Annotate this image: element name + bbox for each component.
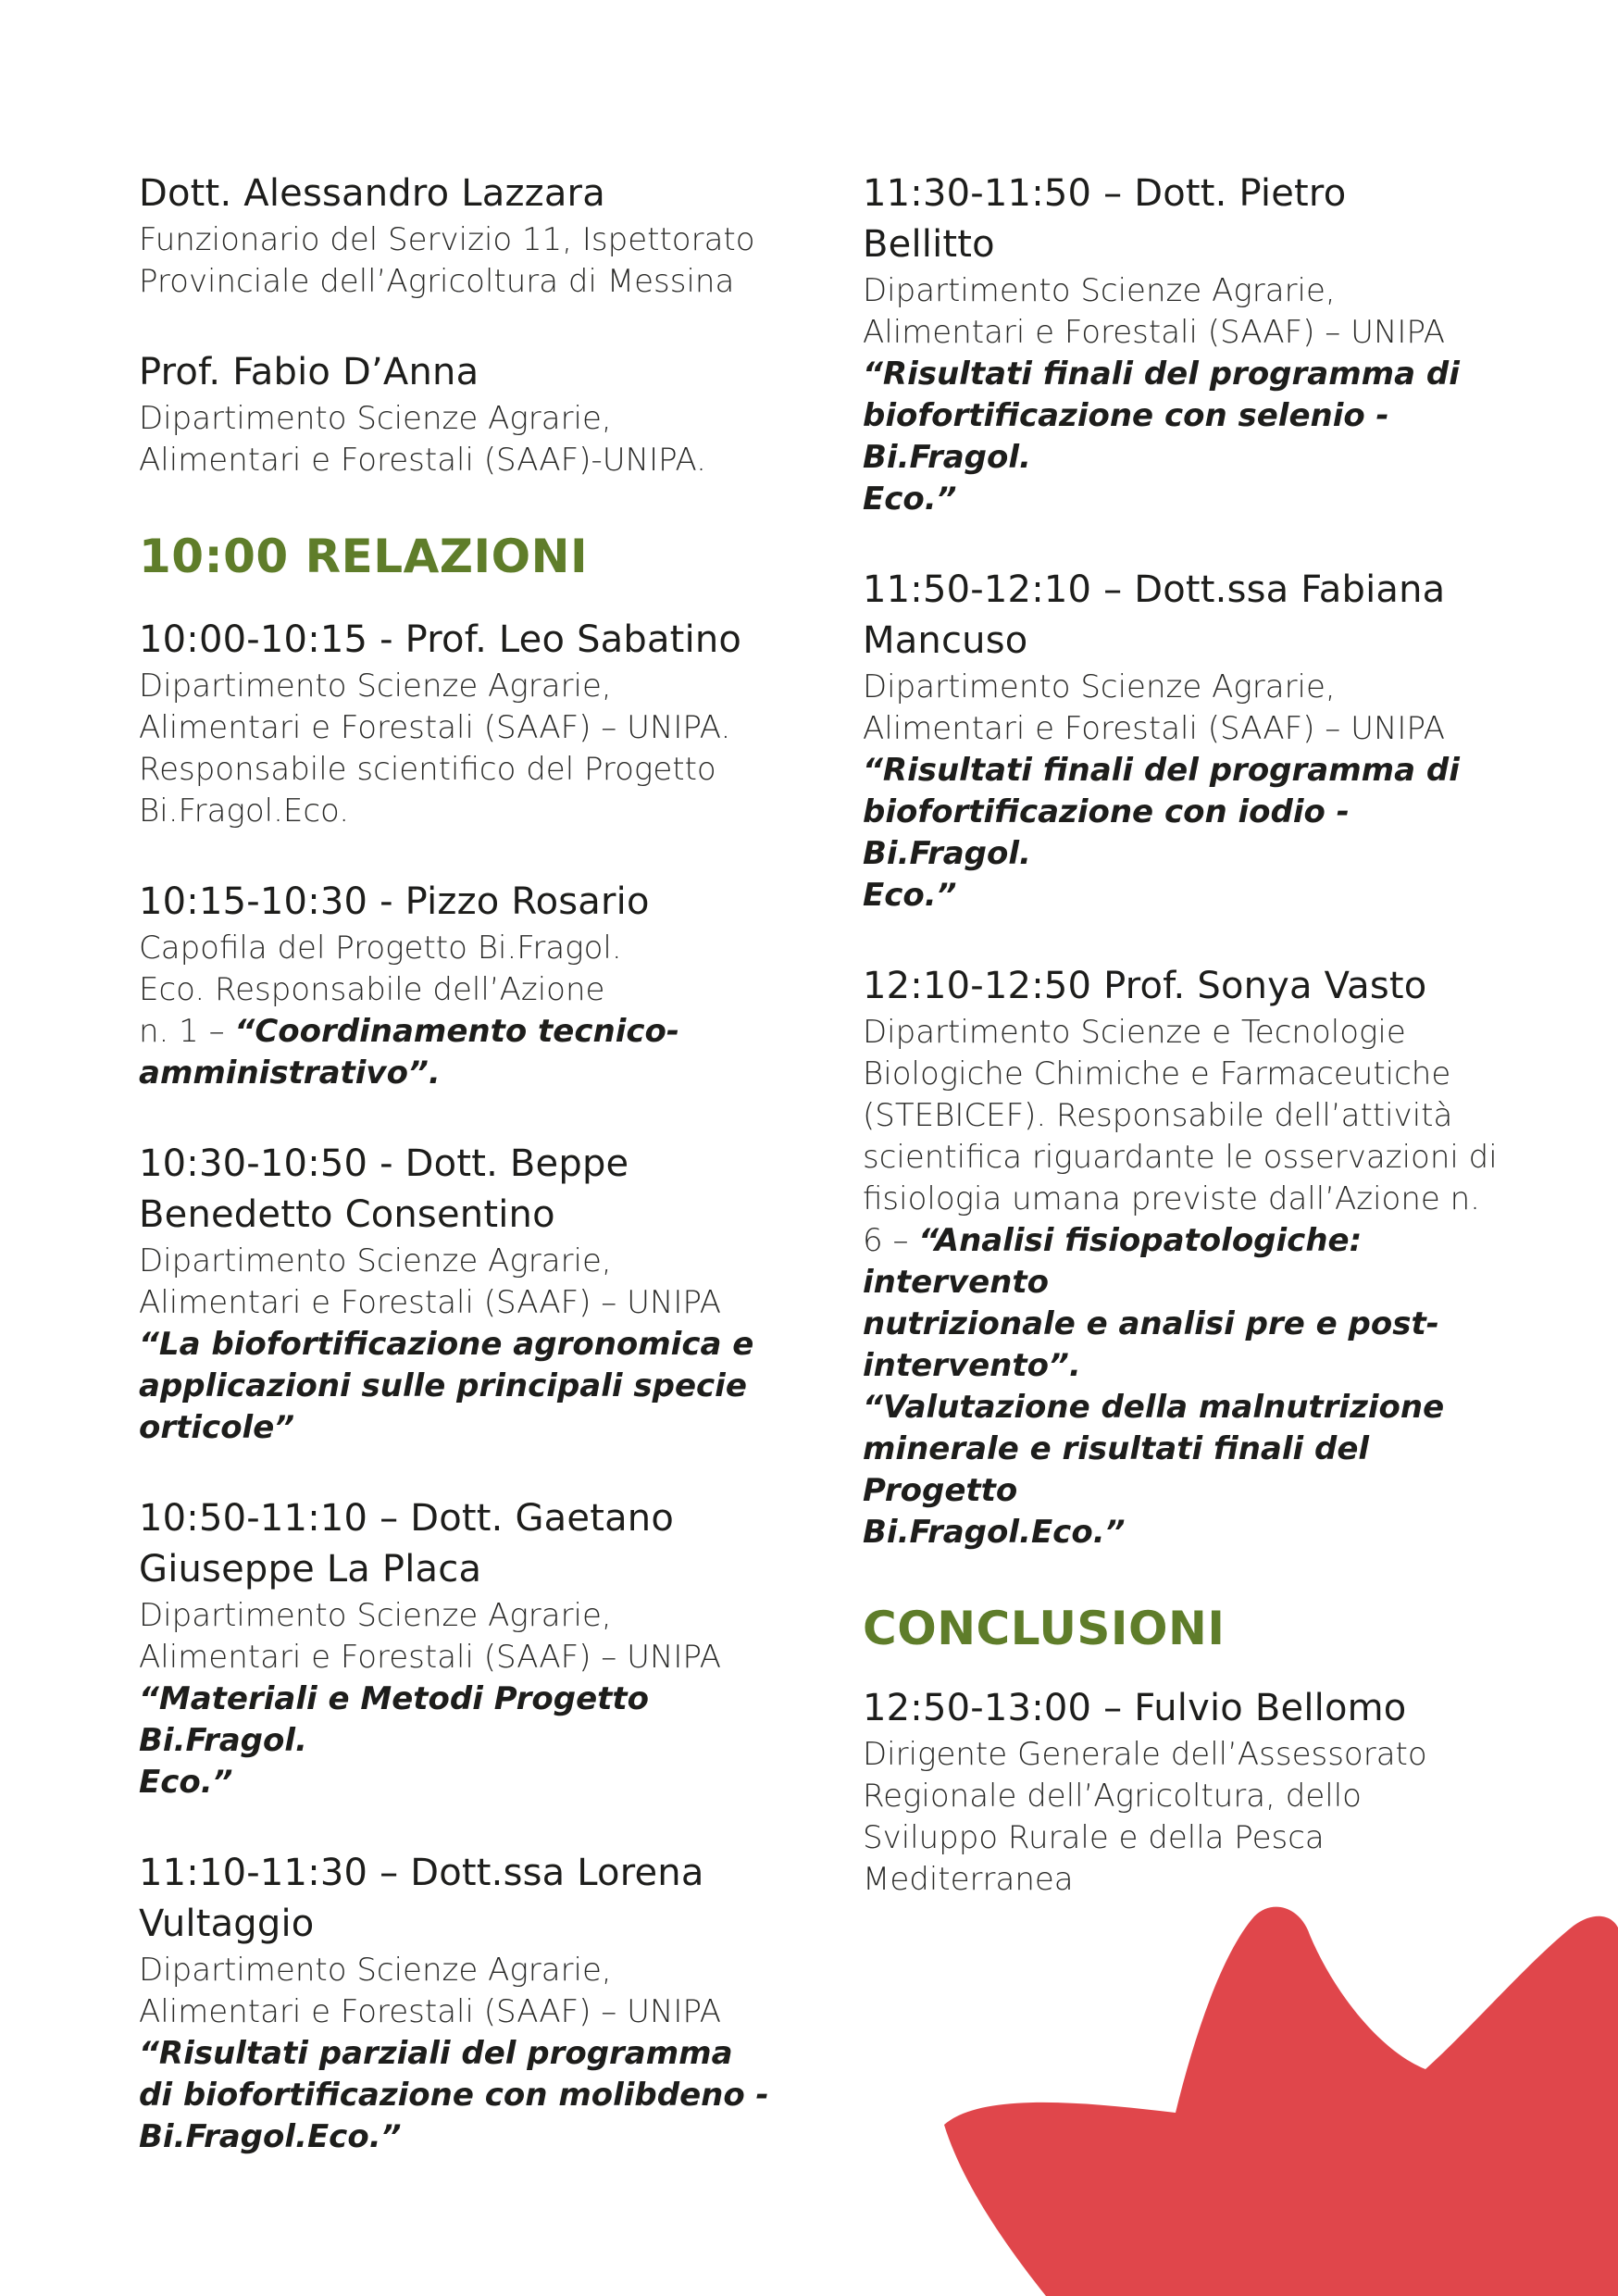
- talk-desc-line: scientifica riguardante le osservazioni di: [863, 1139, 1498, 1176]
- section-title-relazioni: 10:00 RELAZIONI: [139, 530, 589, 583]
- talk-title: Vultaggio: [139, 1903, 315, 1945]
- talk-title: 11:30-11:50 – Dott. Pietro: [863, 172, 1347, 215]
- talk-bellitto: [863, 168, 1511, 520]
- talk-topic-line: biofortificazione con selenio - Bi.Fragol.: [863, 397, 1389, 476]
- talk-topic-line: “La biofortificazione agronomica e: [139, 1326, 754, 1363]
- talk-desc-line: Alimentari e Forestali (SAAF) – UNIPA: [863, 710, 1446, 747]
- talk-desc-line: Responsabile scientifico del Progetto: [139, 751, 716, 788]
- talk-topic-line: Bi.Fragol.Eco.”: [139, 2118, 402, 2155]
- talk-consentino: [139, 1139, 805, 1449]
- host-lazzara: [139, 168, 805, 303]
- talk-vasto: [863, 961, 1511, 1554]
- talk-desc-line: Dipartimento Scienze Agrarie,: [139, 1952, 612, 1989]
- talk-mancuso: [863, 565, 1511, 917]
- talk-topic-line: amministrativo”.: [139, 1054, 441, 1092]
- talk-topic-line: Eco.”: [863, 480, 957, 518]
- talk-mixed-prefix: 6 –: [863, 1222, 919, 1259]
- host-desc-line: Funzionario del Servizio 11, Ispettorato: [139, 221, 755, 258]
- talk-title: 10:30-10:50 - Dott. Beppe: [139, 1142, 629, 1185]
- talk-desc-line: (STEBICEF). Responsabile dell’attività: [863, 1097, 1453, 1134]
- talk-desc-line: Dipartimento Scienze Agrarie,: [863, 272, 1336, 309]
- talk-desc-line: Dipartimento Scienze Agrarie,: [139, 1597, 612, 1634]
- right-column: [863, 168, 1511, 1945]
- talk-pizzo: [139, 877, 805, 1094]
- talk-mixed-line: [139, 1011, 805, 1053]
- talk-desc-line: Dirigente Generale dell’Assessorato: [863, 1736, 1427, 1773]
- talk-title: 12:10-12:50 Prof. Sonya Vasto: [863, 965, 1427, 1007]
- section-title-conclusioni: CONCLUSIONI: [863, 1602, 1226, 1655]
- talk-title: Mancuso: [863, 619, 1028, 662]
- talk-desc-line: Alimentari e Forestali (SAAF) – UNIPA: [139, 1639, 722, 1676]
- talk-topic-line: di biofortificazione con molibdeno -: [139, 2077, 769, 2114]
- talk-desc-line: Alimentari e Forestali (SAAF) – UNIPA.: [139, 709, 731, 746]
- red-petal-shape: [944, 1907, 1618, 2296]
- red-petal-decoration: [944, 1898, 1618, 2296]
- talk-topic-line: orticole”: [139, 1409, 295, 1446]
- host-name: Dott. Alessandro Lazzara: [139, 172, 605, 215]
- talk-topic-line: “Risultati finali del programma di: [863, 356, 1460, 393]
- talk-topic-line: “Valutazione della malnutrizione: [863, 1389, 1445, 1426]
- talk-desc-line: Mediterranea: [863, 1861, 1074, 1898]
- talk-desc-line: Regionale dell’Agricoltura, dello: [863, 1778, 1362, 1815]
- talk-laplaca: [139, 1493, 805, 1803]
- left-column: [139, 168, 805, 2202]
- host-desc-line: Dipartimento Scienze Agrarie,: [139, 400, 612, 437]
- host-danna: [139, 347, 805, 481]
- talk-title: 10:15-10:30 - Pizzo Rosario: [139, 880, 650, 923]
- talk-desc-line: Dipartimento Scienze Agrarie,: [863, 668, 1336, 705]
- talk-desc-line: Dipartimento Scienze e Tecnologie: [863, 1014, 1406, 1051]
- talk-topic-line: “Risultati parziali del programma: [139, 2035, 733, 2072]
- talk-topic-line: nutrizionale e analisi pre e post-: [863, 1305, 1439, 1342]
- talk-topic-line: “Materiali e Metodi Progetto Bi.Fragol.: [139, 1680, 649, 1759]
- talk-title: Giuseppe La Placa: [139, 1548, 482, 1591]
- talk-desc-line: Dipartimento Scienze Agrarie,: [139, 1242, 612, 1279]
- talk-title: 11:50-12:10 – Dott.ssa Fabiana: [863, 568, 1446, 611]
- talk-topic-line: Eco.”: [863, 877, 957, 914]
- closing-bellomo: [863, 1683, 1511, 1901]
- talk-topic-line: applicazioni sulle principali specie: [139, 1367, 747, 1404]
- talk-title: 12:50-13:00 – Fulvio Bellomo: [863, 1687, 1407, 1729]
- talk-topic-line: Eco.”: [139, 1764, 233, 1801]
- talk-desc-line: Bi.Fragol.Eco.: [139, 792, 350, 830]
- talk-title: 10:00-10:15 - Prof. Leo Sabatino: [139, 618, 742, 661]
- talk-topic-line: Bi.Fragol.Eco.”: [863, 1514, 1126, 1551]
- talk-mixed-line: [863, 1220, 1511, 1304]
- talk-vultaggio: [139, 1848, 805, 2158]
- talk-desc-line: Biologiche Chimiche e Farmaceutiche: [863, 1055, 1451, 1092]
- talk-topic-start: “Coordinamento tecnico-: [234, 1013, 679, 1050]
- talk-desc-line: fisiologia umana previste dall’Azione n.: [863, 1180, 1480, 1217]
- talk-title: 10:50-11:10 – Dott. Gaetano: [139, 1497, 675, 1540]
- talk-desc-line: Alimentari e Forestali (SAAF) – UNIPA: [139, 1993, 722, 2030]
- talk-title: Benedetto Consentino: [139, 1193, 555, 1236]
- talk-topic-start: “Analisi fisiopatologiche: intervento: [863, 1222, 1363, 1301]
- host-desc-line: Provinciale dell’Agricoltura di Messina: [139, 263, 735, 300]
- talk-desc-line: Sviluppo Rurale e della Pesca: [863, 1819, 1325, 1856]
- talk-mixed-prefix: n. 1 –: [139, 1013, 235, 1050]
- talk-topic-line: minerale e risultati finali del Progetto: [863, 1430, 1370, 1509]
- talk-desc-line: Dipartimento Scienze Agrarie,: [139, 668, 612, 705]
- talk-topic-line: intervento”.: [863, 1347, 1081, 1384]
- host-desc-line: Alimentari e Forestali (SAAF)-UNIPA.: [139, 442, 706, 479]
- talk-desc-line: Alimentari e Forestali (SAAF) – UNIPA: [863, 314, 1446, 351]
- host-name: Prof. Fabio D’Anna: [139, 351, 479, 393]
- talk-topic-line: biofortificazione con iodio - Bi.Fragol.: [863, 793, 1350, 872]
- talk-topic-line: “Risultati finali del programma di: [863, 752, 1460, 789]
- talk-title: Bellitto: [863, 223, 995, 266]
- talk-desc-line: Eco. Responsabile dell’Azione: [139, 971, 605, 1008]
- talk-desc-line: Capofila del Progetto Bi.Fragol.: [139, 930, 622, 967]
- talk-title: 11:10-11:30 – Dott.ssa Lorena: [139, 1852, 704, 1894]
- talk-sabatino: [139, 615, 805, 832]
- talk-desc-line: Alimentari e Forestali (SAAF) – UNIPA: [139, 1284, 722, 1321]
